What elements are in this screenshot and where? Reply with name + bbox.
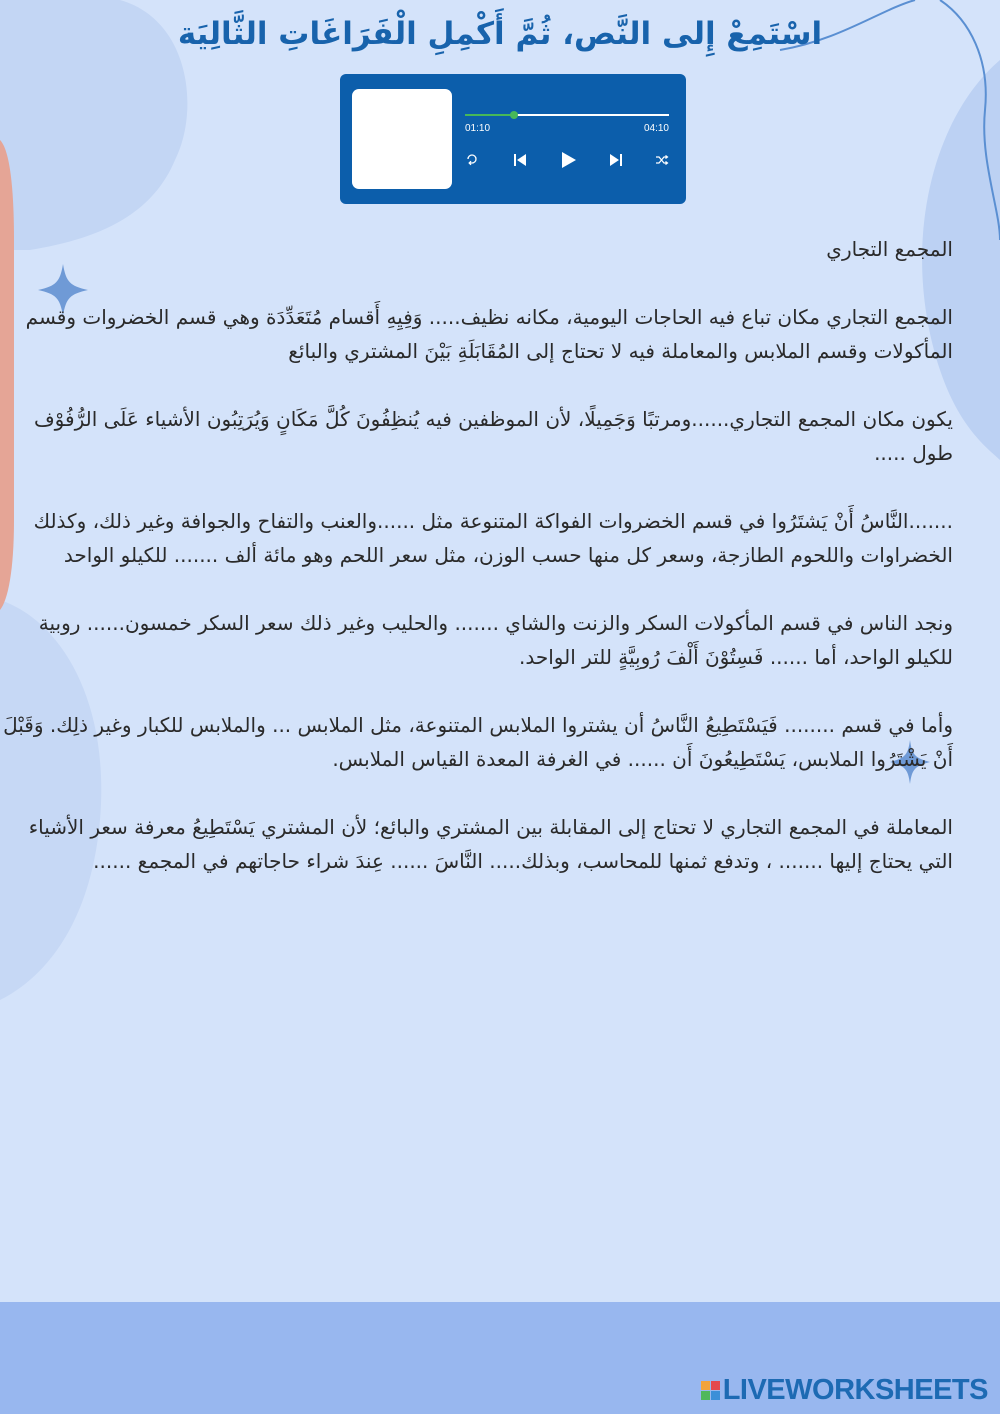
logo-text: LIVEWORKSHEETS (722, 1373, 988, 1406)
liveworksheets-logo[interactable] (701, 1374, 988, 1406)
paragraph: المعاملة في المجمع التجاري لا تحتاج إلى المقابلة بين المشتري والبائع؛ لأن المشتري يَسْتَطِيعُ معرفة سعر الأشياء التي يحتاج إليها ....... ، وتدفع ثمنها للمحاسب، وبذلك..... النَّاسَ ...... عِندَ شراء حاجاتهم في المجمع ...... (28, 815, 953, 873)
skip-next-icon[interactable] (606, 150, 626, 170)
paragraph: يكون مكان المجمع التجاري......ومرتبًا وَجَمِيلًا، لأن الموظفين فيه يُنظِفُونَ كُلَّ مَكَانٍ وَيُرَتِبُون الأشياء عَلَى الرُّفُوْف طول ..... (33, 407, 953, 465)
current-time: 01:10 (465, 123, 491, 134)
logo-square (701, 1381, 710, 1390)
repeat-icon[interactable] (462, 150, 482, 170)
paragraph: وأما في قسم ........ فَيَسْتَطِيعُ النَّاسُ أن يشتروا الملابس المتنوعة، مثل الملابس ... والملابس للكبار وغير ذلِك. وَقَبْلَ أَنْ يَشْتَرُوا الملابس، يَسْتَطِيعُونَ أَن ...... في الغرفة المعدة القياس الملابس. (3, 713, 953, 771)
progress-fill (465, 114, 514, 116)
shuffle-icon[interactable] (652, 150, 672, 170)
audio-cover (352, 89, 452, 189)
audio-player[interactable] (340, 74, 686, 204)
logo-square (711, 1391, 720, 1400)
paragraph: ونجد الناس في قسم المأكولات السكر والزنت والشاي ....... والحليب وغير ذلك سعر السكر خمسون...... روبية للكيلو الواحد، أما ...... فَسِتُوْنَ أَلْفَ رُوبِيَّةٍ للتر الواحد. (38, 611, 953, 669)
logo-square (711, 1381, 720, 1390)
paragraph: المجمع التجاري مكان تباع فيه الحاجات اليومية، مكانه نظيف..... وَفِيِهِ أَقسام مُتَعَدِّدَة وهي قسم الخضروات وقسم المأكولات وقسم الملابس والمعاملة فيه لا تحتاج إلى المُقَابَلَةِ بَيْنَ المشتري والبائع (25, 305, 953, 363)
page-title: اسْتَمِعْ إِلى النَّص، ثُمَّ أَكْمِلِ الْفَرَاغَاتِ الثَّالِيَة (177, 16, 823, 52)
play-icon[interactable] (556, 148, 580, 172)
logo-square (701, 1391, 710, 1400)
progress-track[interactable] (465, 114, 669, 116)
text-heading: المجمع التجاري (826, 237, 953, 261)
total-time: 04:10 (643, 123, 669, 134)
worksheet-text (0, 232, 953, 912)
paragraph: .......النَّاسُ أَنْ يَشتَرُوا في قسم الخضروات الفواكة المتنوعة مثل ......والعنب والتفاح والجوافة وغير ذلك، وكذلك الخضراوات واللحوم الطازجة، وسعر كل منها حسب الوزن، مثل سعر اللحم وهو مائة ألف ....... للكيلو الواحد (33, 509, 953, 567)
skip-previous-icon[interactable] (510, 150, 530, 170)
logo-icon (701, 1381, 720, 1400)
progress-thumb[interactable] (510, 111, 518, 119)
